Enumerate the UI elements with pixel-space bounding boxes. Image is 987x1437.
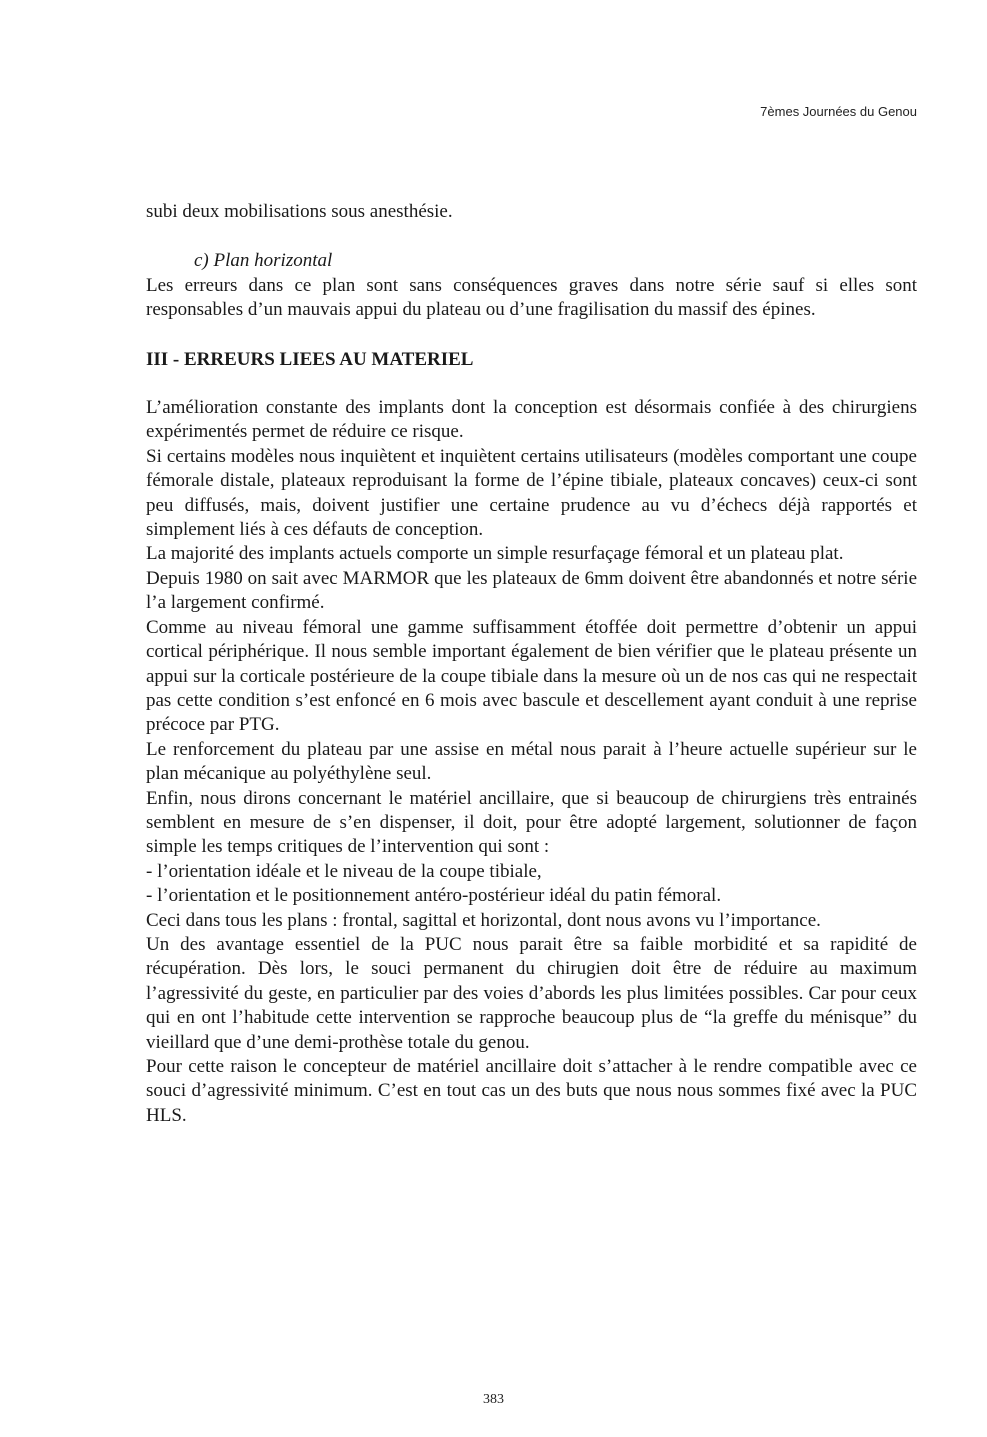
paragraph: Enfin, nous dirons concernant le matériel ancillaire, que si beaucoup de chirurgiens très entrainés semblent en mesure de s’en dispenser, il doit, pour être adopté largement, solutionner de façon simple les temps critiques de l’intervention qui sont : — [146, 787, 917, 858]
paragraph: Ceci dans tous les plans : frontal, sagittal et horizontal, dont nous avons vu l’importance. — [146, 909, 821, 931]
list-item: - l’orientation et le positionnement antéro-postérieur idéal du patin fémoral. — [146, 885, 722, 907]
paragraph: Si certains modèles nous inquiètent et inquiètent certains utilisateurs (modèles comportant une coupe fémorale distale, plateaux reproduisant la forme de l’épine tibiale, plateaux concaves) ceux-ci sont peu diffusés, mais, doivent justifier une certaine prudence au vu d’échecs déjà rapportés et simplement liés à ces défauts de conception. — [146, 445, 917, 541]
paragraph: La majorité des implants actuels comporte un simple resurfaçage fémoral et un plateau plat. — [146, 543, 844, 565]
paragraph-horizontal: Les erreurs dans ce plan sont sans conséquences graves dans notre série sauf si elles sont responsables d’un mauvais appui du plateau ou d’une fragilisation du massif des épines. — [146, 274, 917, 321]
paragraph: Pour cette raison le concepteur de matériel ancillaire doit s’attacher à le rendre compatible avec ce souci d’agressivité minimum. C’est en tout cas un des buts que nous nous sommes fixé avec la PUC HLS. — [146, 1056, 917, 1126]
paragraph: Un des avantage essentiel de la PUC nous parait être sa faible morbidité et sa rapidité de récupération. Dès lors, le souci permanent du chirugien doit être de réduire au maximum l’agressivité du geste, en particulier par des voies d’abords les plus limitées possibles. Car pour ceux qui en ont l’habitude cette intervention se rapproche beaucoup plus de “la greffe du ménisque” du vieillard que d’une demi-prothèse totale du genou. — [146, 933, 917, 1053]
paragraph: Le renforcement du plateau par une assise en métal nous parait à l’heure actuelle supérieur sur le plan mécanique au polyéthylène seul. — [146, 738, 917, 785]
subheading-plan-horizontal: c) Plan horizontal — [194, 250, 333, 272]
paragraph-intro: subi deux mobilisations sous anesthésie. — [146, 201, 453, 222]
paragraph: L’amélioration constante des implants dont la conception est désormais confiée à des chirurgiens expérimentés permet de réduire ce risque. — [146, 397, 917, 443]
running-header: 7èmes Journées du Genou — [760, 104, 917, 119]
paragraph: Depuis 1980 on sait avec MARMOR que les plateaux de 6mm doivent être abandonnés et notre série l’a largement confirmé. — [146, 567, 917, 614]
paragraph: Comme au niveau fémoral une gamme suffisamment étoffée doit permettre d’obtenir un appui cortical périphérique. Il nous semble important également de bien vérifier que le plateau présente un appui sur la corticale postérieure de la coupe tibiale dans la mesure où un de nos cas qui ne respectait pas cette condition s’est enfoncé en 6 mois avec bascule et descellement ayant conduit à une reprise précoce par PTG. — [146, 616, 917, 736]
page-body — [146, 200, 917, 1128]
list-item: - l’orientation idéale et le niveau de la coupe tibiale, — [146, 860, 542, 882]
section-title: III - ERREURS LIEES AU MATERIEL — [146, 348, 474, 370]
page-number: 383 — [483, 1392, 504, 1407]
